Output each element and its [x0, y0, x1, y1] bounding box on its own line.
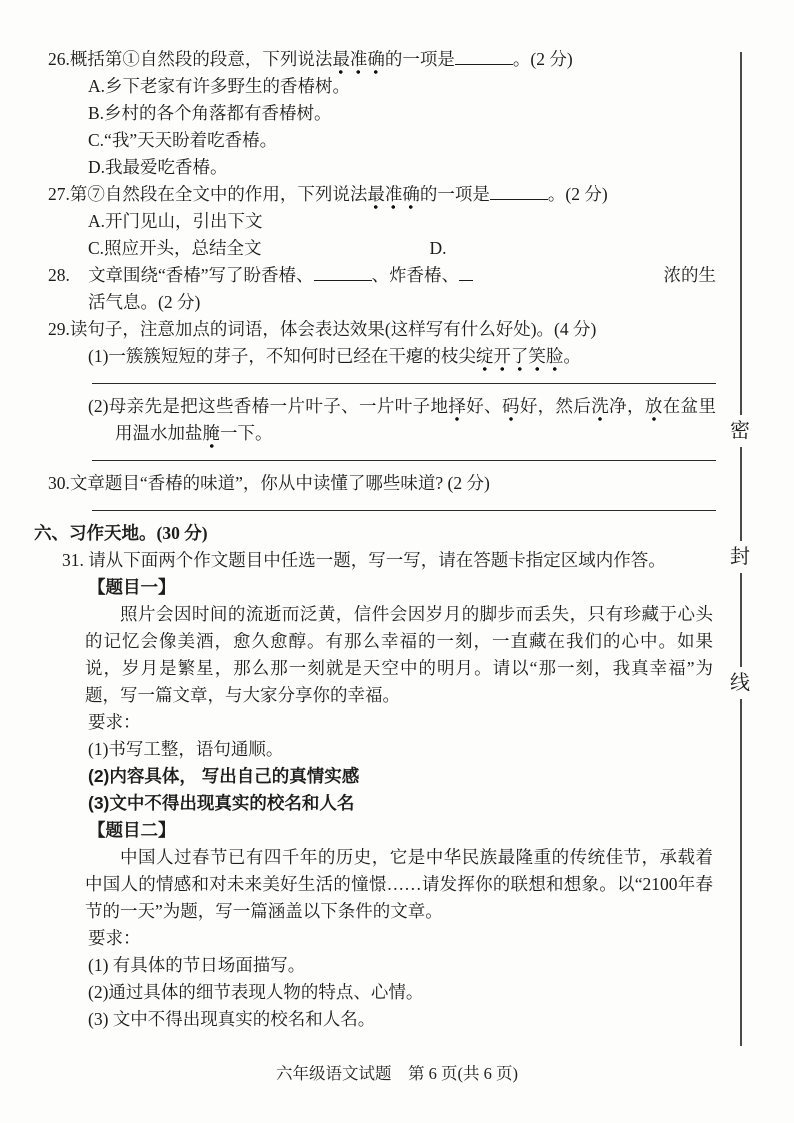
- question-27: [48, 181, 716, 208]
- question-26-option-c: C.“我”天天盼着吃香椿。: [88, 130, 278, 150]
- answer-blank: [490, 182, 548, 201]
- question-28-text-mid: 、炸香椿、: [371, 265, 460, 285]
- question-30: [48, 470, 716, 497]
- question-31: [62, 547, 716, 574]
- question-29-number: 29.: [48, 319, 70, 339]
- topic-1-paragraph: 照片会因时间的流逝而泛黄，信件会因岁月的脚步而丢失，只有珍藏于心头的记忆会像美酒，愈久愈醇。有那么幸福的一刻，一直藏在我们的心中。如果说，岁月是繁星，那么那一刻就是天空中的明月。请以“那一刻，我真幸福”为题，写一篇文章，与大家分享你的幸福。: [85, 604, 713, 705]
- exam-page: [34, 46, 717, 1033]
- question-28-number: 28.: [48, 265, 70, 285]
- question-26-score: 。(2 分): [512, 49, 573, 69]
- question-28-right-fragment: 浓的生: [663, 265, 716, 285]
- question-26-option-b: B.乡村的各个角落都有香椿树。: [88, 103, 332, 123]
- question-27-text-pre: 第⑦自然段在全文中的作用，下列说法: [69, 184, 368, 204]
- seal-char-feng: 封: [730, 541, 750, 573]
- q29-item2-dotted-char: 择: [448, 396, 466, 422]
- question-29-item-2: [88, 393, 716, 447]
- q29-item1-period: 。: [563, 346, 581, 366]
- question-28-line2: 活气息。(2 分): [88, 292, 201, 312]
- q29-item1-emphasized-text: 绽开了笑脸: [476, 346, 564, 372]
- q29-item2-text: 好、: [466, 396, 502, 416]
- question-26-option-a: A.乡下老家有许多野生的香椿树。: [88, 76, 351, 96]
- page-footer: 六年级语文试题 第 6 页(共 6 页): [276, 1064, 518, 1083]
- topic-2-requirements-label: 要求：: [88, 928, 141, 948]
- question-29: [48, 316, 716, 343]
- question-30-text: 文章题目“香椿的味道”，你从中读懂了哪些味道? (2 分): [69, 473, 490, 493]
- question-27-option-c: C.照应开头，总结全文: [88, 238, 262, 258]
- answer-blank: [459, 263, 473, 282]
- question-29-intro: 读句子，注意加点的词语，体会表达效果(这样写有什么好处)。(4 分): [69, 319, 597, 339]
- answer-line: [92, 460, 716, 461]
- question-27-option-d: D.: [429, 238, 447, 258]
- topic-1-requirement-3: (3)文中不得出现真实的校名和人名: [88, 793, 355, 813]
- question-27-emphasized-text: 最准确: [367, 184, 420, 210]
- q29-item2-text: 净，: [609, 396, 645, 416]
- q29-item2-dotted-char: 腌: [203, 423, 221, 449]
- question-27-option-row: [88, 235, 716, 262]
- answer-blank: [455, 47, 513, 66]
- question-28-text-pre: 文章围绕“香椿”写了盼香椿、: [88, 265, 314, 285]
- q29-item1-text: (1)一簇簇短短的芽子，不知何时已经在干瘪的枝尖: [88, 346, 476, 366]
- answer-line: [92, 383, 716, 384]
- seal-char-mi: 密: [730, 415, 750, 447]
- q29-item2-dotted-char: 洗: [591, 396, 609, 422]
- question-26-text-pre: 概括第①自然段的段意，下列说法: [69, 49, 333, 69]
- question-26-emphasized-text: 最准确: [332, 49, 385, 75]
- topic-2-requirement-3: (3) 文中不得出现真实的校名和人名。: [88, 1009, 376, 1029]
- seal-char-xian: 线: [730, 667, 750, 699]
- question-29-item-1: [88, 343, 716, 370]
- topic-2-requirement-1: (1) 有具体的节日场面描写。: [88, 955, 306, 975]
- question-31-number: 31.: [62, 550, 84, 570]
- question-26-text-post: 的一项是: [384, 49, 455, 69]
- question-26: [48, 46, 716, 73]
- section-6-heading: 六、习作天地。(30 分): [34, 523, 208, 543]
- question-27-text-post: 的一项是: [419, 184, 490, 204]
- question-26-number: 26.: [48, 49, 70, 69]
- topic-2-heading: 【题目二】: [88, 820, 176, 840]
- q29-item2-dotted-char: 码: [502, 396, 520, 422]
- question-26-option-d: D.我最爱吃香椿。: [88, 157, 228, 177]
- question-27-score: 。(2 分): [547, 184, 608, 204]
- answer-blank: [314, 263, 372, 282]
- topic-1-requirement-2: (2)内容具体， 写出自己的真情实感: [88, 766, 360, 786]
- question-27-option-a: A.开门见山，引出下文: [88, 211, 263, 231]
- question-28: [48, 262, 716, 289]
- answer-line: [92, 510, 716, 511]
- topic-2-paragraph: 中国人过春节已有四千年的历史，它是中华民族最隆重的传统佳节，承载着中国人的情感和对未来美好生活的憧憬……请发挥你的联想和想象。以“2100年春节的一天”为题，写一篇涵盖以下条件的文章。: [85, 847, 713, 921]
- question-30-number: 30.: [48, 473, 70, 493]
- q29-item2-text: 一下。: [220, 423, 273, 443]
- q29-item2-text: (2)母亲先是把这些香椿一片叶子、一片叶子地: [88, 396, 449, 416]
- topic-1-heading: 【题目一】: [88, 577, 176, 597]
- topic-2-requirement-2: (2)通过具体的细节表现人物的特点、心情。: [88, 982, 424, 1002]
- q29-item2-text: 好，然后: [519, 396, 592, 416]
- topic-1-requirement-1: (1)书写工整，语句通顺。: [88, 739, 284, 759]
- question-27-number: 27.: [48, 184, 70, 204]
- question-31-text: 请从下面两个作文题目中任选一题，写一写，请在答题卡指定区域内作答。: [88, 550, 666, 570]
- topic-1-requirements-label: 要求：: [88, 712, 141, 732]
- q29-item2-dotted-char: 放: [645, 396, 663, 422]
- q29-item2-text: 在盆里用温水加盐: [115, 396, 717, 443]
